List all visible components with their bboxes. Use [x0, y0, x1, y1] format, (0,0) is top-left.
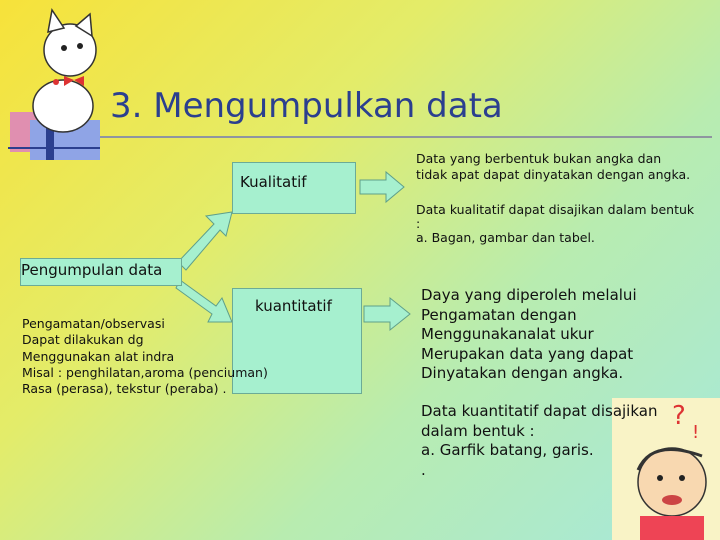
- pengumpulan-data-label: Pengumpulan data: [21, 261, 163, 279]
- arrow-to-kualitatif: [178, 212, 232, 270]
- kualitatif-description: Data yang berbentuk bukan angka dan tidak apat dapat dinyatakan dengan angka.: [416, 151, 691, 182]
- kuantitatif-label: kuantitatif: [255, 297, 332, 315]
- pengumpulan-data-box: [20, 258, 182, 286]
- observation-text: Pengamatan/observasi Dapat dilakukan dg Menggunakan alat indra Misal : penghilatan,aroma (penciuman) Rasa (perasa), tekstur (peraba) .: [22, 316, 268, 397]
- kuantitatif-presentation: Data kuantitatif dapat disajikan dalam bentuk : a. Garfik batang, garis. .: [421, 402, 658, 479]
- kuantitatif-description: Daya yang diperoleh melalui Pengamatan dengan Menggunakanalat ukur Merupakan data yang dapat Dinyatakan dengan angka.: [421, 286, 637, 382]
- arrow-kualitatif-desc: [360, 172, 404, 202]
- kualitatif-label: Kualitatif: [240, 173, 307, 191]
- svg-text:!: !: [692, 422, 700, 443]
- kualitatif-presentation: Data kualitatif dapat disajikan dalam bentuk : a. Bagan, gambar dan tabel.: [416, 202, 695, 245]
- kualitatif-box: [232, 162, 356, 214]
- svg-text:?: ?: [672, 401, 686, 431]
- page-title: 3. Mengumpulkan data: [110, 86, 503, 126]
- arrow-kuantitatif-desc: [364, 298, 410, 330]
